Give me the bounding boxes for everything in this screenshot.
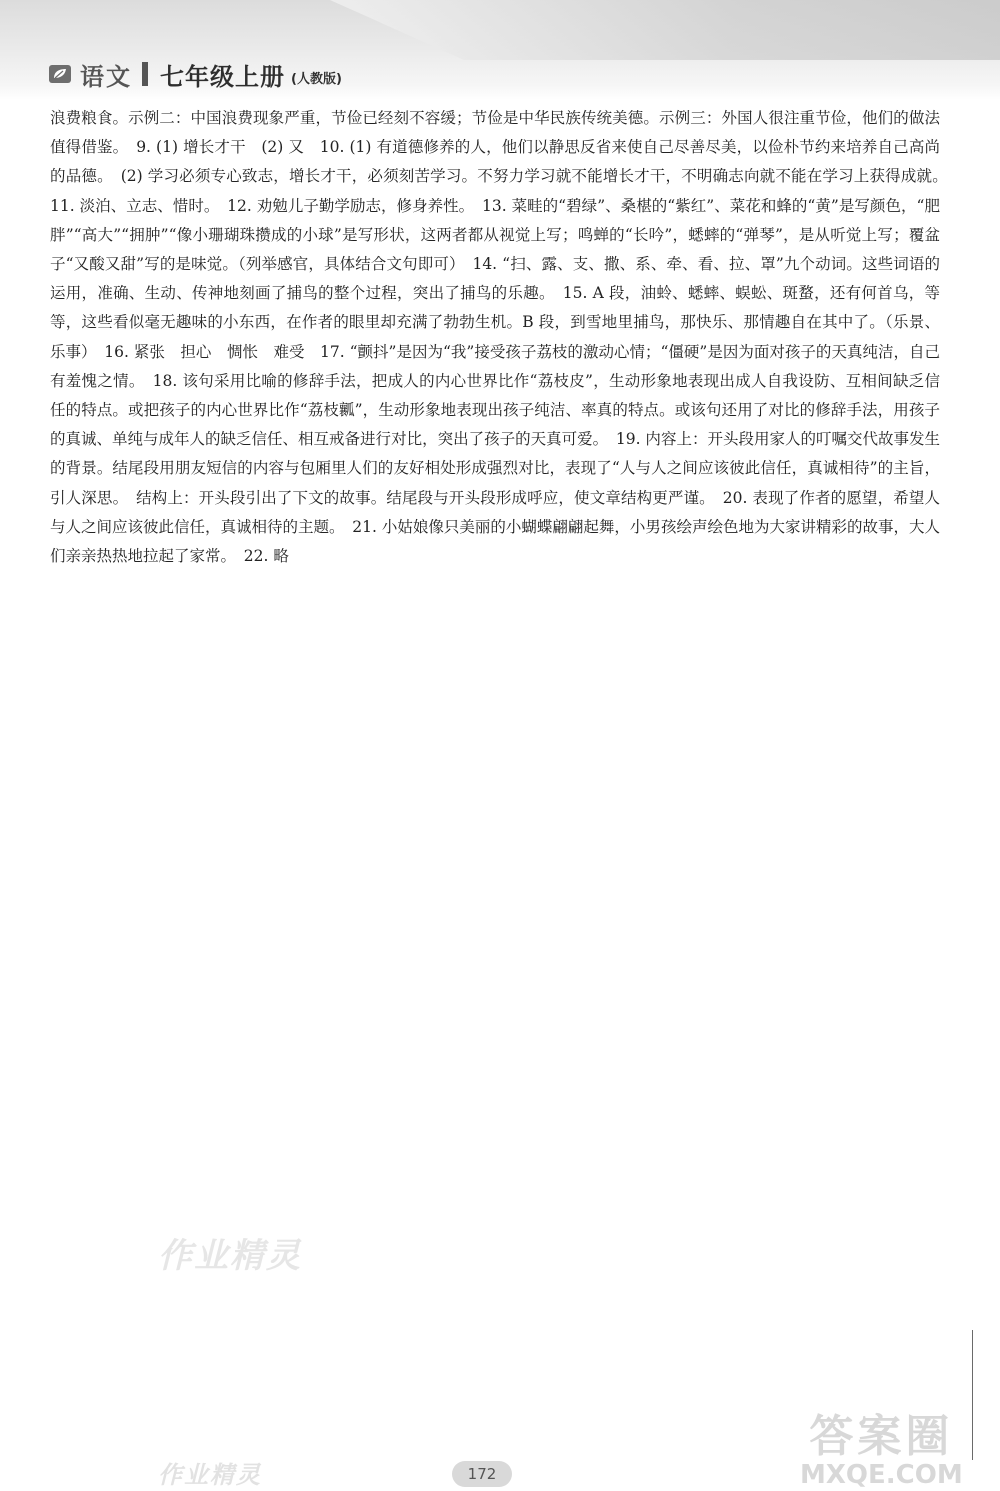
- corner-brand-logo: [800, 1400, 963, 1490]
- grade-title: 七年级上册: [160, 62, 285, 91]
- edition-label: (人教版): [291, 71, 342, 87]
- brand-url: MXQE.COM: [800, 1460, 963, 1490]
- page-header: [48, 54, 342, 94]
- subject-label: 语文: [80, 62, 132, 91]
- watermark: 作业精灵: [158, 1236, 302, 1276]
- header-divider: [142, 62, 148, 86]
- watermark-footer: 作业精灵: [158, 1461, 262, 1489]
- answer-text-block: 浪费粮食。示例二：中国浪费现象严重，节俭已经刻不容缓；节俭是中华民族传统美德。示例三：外国人很注重节俭，他们的做法值得借鉴。 9. (1) 增长才干 (2) 又 10. (1) 有道德修养的人，他们以静思反省来使自己尽善尽美，以俭朴节约来培养自己高尚的品德。 (2) 学习必须专心致志，增长才干，必须刻苦学习。不努力学习就不能增长才干，不明确志向就不能在学习上获得成就。 11. 淡泊、立志、惜时。 12. 劝勉儿子勤学励志，修身养性。 13. 菜畦的“碧绿”、桑椹的“紫红”、菜花和蜂的“黄”是写颜色，“肥胖”“高大”“拥肿”“像小珊瑚珠攒成的小球”是写形状，这两者都从视觉上写；鸣蝉的“长吟”，蟋蟀的“弹琴”，是从听觉上写；覆盆子“又酸又甜”写的是味觉。（列举感官，具体结合文句即可） 14. “扫、露、支、撒、系、牵、看、拉、罩”九个动词。这些词语的运用，准确、生动、传神地刻画了捕鸟的整个过程，突出了捕鸟的乐趣。 15. A 段，油蛉、蟋蟀、蜈蚣、斑蝥，还有何首乌，等等，这些看似毫无趣味的小东西，在作者的眼里却充满了勃勃生机。B 段，到雪地里捕鸟，那快乐、那情趣自在其中了。（乐景、乐事） 16. 紧张 担心 惆怅 难受 17. “颤抖”是因为“我”接受孩子荔枝的激动心情；“僵硬”是因为面对孩子的天真纯洁，自己有羞愧之情。 18. 该句采用比喻的修辞手法，把成人的内心世界比作“荔枝皮”，生动形象地表现出成人自我设防、互相间缺乏信任的特点。或把孩子的内心世界比作“荔枝瓤”，生动形象地表现出孩子纯洁、率真的特点。或该句还用了对比的修辞手法，用孩子的真诚、单纯与成年人的缺乏信任、相互戒备进行对比，突出了孩子的天真可爱。 19. 内容上：开头段用家人的叮嘱交代故事发生的背景。结尾段用朋友短信的内容与包厢里人们的友好相处形成强烈对比，表现了“人与人之间应该彼此信任，真诚相待”的主旨，引人深思。 结构上：开头段引出了下文的故事。结尾段与开头段形成呼应，使文章结构更严谨。 20. 表现了作者的愿望，希望人与人之间应该彼此信任，真诚相待的主题。 21. 小姑娘像只美丽的小蝴蝶翩翩起舞，小男孩绘声绘色地为大家讲精彩的故事，大人们亲亲热热地拉起了家常。 22. 略: [50, 109, 956, 566]
- page-number: 172: [452, 1461, 512, 1487]
- header-decoration: [330, 0, 1000, 60]
- book-leaf-icon: [48, 63, 72, 85]
- brand-name: 答案圈: [809, 1411, 954, 1462]
- margin-line: [972, 1330, 973, 1460]
